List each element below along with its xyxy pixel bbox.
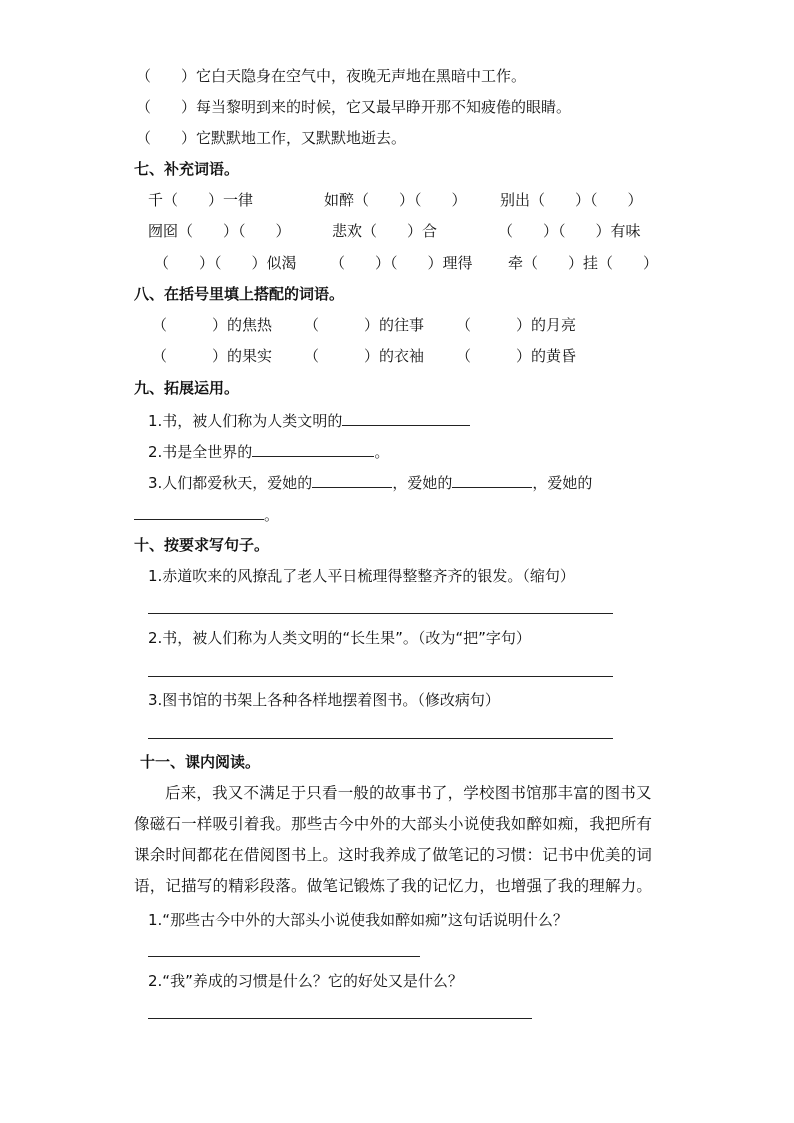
judge-item-1: （ ）它白天隐身在空气中，夜晚无声地在黑暗中工作。 bbox=[136, 67, 527, 85]
sec9-question-1 bbox=[148, 409, 470, 431]
answer-line[interactable] bbox=[148, 956, 420, 957]
sec8-item: （ ）的衣袖 bbox=[304, 347, 425, 365]
sec7-item: 千（ ）一律 bbox=[148, 191, 254, 209]
sec7-item: 牵（ ）挂（ ） bbox=[508, 254, 659, 272]
sec8-item: （ ）的黄昏 bbox=[456, 347, 577, 365]
sec7-item: （ ）（ ）有味 bbox=[498, 222, 641, 240]
sec9-question-2 bbox=[148, 440, 389, 462]
answer-blank[interactable] bbox=[342, 409, 470, 426]
answer-line[interactable] bbox=[148, 1018, 532, 1019]
sec9-question-2-text: 2.书是全世界的 bbox=[148, 443, 253, 461]
reading-passage: 后来，我又不满足于只看一般的故事书了，学校图书馆那丰富的图书又像磁石一样吸引着我。那些古今中外的大部头小说使我如醉如痴，我把所有课余时间都花在借阅图书上。这时我养成了做笔记的习惯：记书中优美的词语，记描写的精彩段落。做笔记锻炼了我的记忆力，也增强了我的理解力。 bbox=[134, 784, 653, 895]
sec9-question-3-end: 。 bbox=[264, 506, 280, 524]
answer-line[interactable] bbox=[148, 676, 613, 677]
sec8-item: （ ）的往事 bbox=[304, 316, 425, 334]
judge-item-3: （ ）它默默地工作，又默默地逝去。 bbox=[136, 129, 407, 147]
sec7-item: （ ）（ ）理得 bbox=[330, 254, 473, 272]
sec9-question-3-mid1: ，爱她的 bbox=[392, 474, 453, 492]
answer-line[interactable] bbox=[148, 613, 613, 614]
sec7-item: （ ）（ ）似渴 bbox=[154, 254, 297, 272]
section-11-title: 十一、课内阅读。 bbox=[140, 753, 261, 771]
sec10-question-3: 3.图书馆的书架上各种各样地摆着图书。（修改病句） bbox=[148, 691, 500, 709]
sec8-item: （ ）的月亮 bbox=[456, 316, 577, 334]
answer-blank[interactable] bbox=[134, 503, 264, 520]
sec8-item: （ ）的果实 bbox=[152, 347, 273, 365]
sec11-question-1: 1.“那些古今中外的大部头小说使我如醉如痴”这句话说明什么？ bbox=[148, 911, 568, 929]
section-7-title: 七、补充词语。 bbox=[134, 160, 240, 178]
sec9-question-2-end: 。 bbox=[374, 443, 390, 461]
sec11-question-2: 2.“我”养成的习惯是什么？它的好处又是什么？ bbox=[148, 972, 463, 990]
sec7-item: 如醉（ ）（ ） bbox=[324, 191, 467, 209]
sec7-item: 别出（ ）（ ） bbox=[500, 191, 643, 209]
answer-blank[interactable] bbox=[452, 471, 532, 488]
sec9-question-3 bbox=[148, 471, 592, 493]
sec9-question-1-text: 1.书，被人们称为人类文明的 bbox=[148, 412, 343, 430]
sec8-item: （ ）的焦热 bbox=[152, 316, 273, 334]
answer-line[interactable] bbox=[148, 738, 613, 739]
sec7-item: 囫囵（ ）（ ） bbox=[148, 222, 291, 240]
sec9-question-3-text: 3.人们都爱秋天，爱她的 bbox=[148, 474, 313, 492]
section-8-title: 八、在括号里填上搭配的词语。 bbox=[134, 285, 345, 303]
section-9-title: 九、拓展运用。 bbox=[134, 379, 240, 397]
sec9-question-3-mid2: ，爱她的 bbox=[532, 474, 593, 492]
section-10-title: 十、按要求写句子。 bbox=[134, 536, 270, 554]
sec10-question-2: 2.书，被人们称为人类文明的“长生果”。（改为“把”字句） bbox=[148, 629, 531, 647]
judge-item-2: （ ）每当黎明到来的时候，它又最早睁开那不知疲倦的眼睛。 bbox=[136, 98, 572, 116]
answer-blank[interactable] bbox=[252, 440, 374, 457]
sec9-question-3-cont bbox=[134, 503, 279, 525]
sec10-question-1: 1.赤道吹来的风撩乱了老人平日梳理得整整齐齐的银发。（缩句） bbox=[148, 567, 575, 585]
answer-blank[interactable] bbox=[312, 471, 392, 488]
sec7-item: 悲欢（ ）合 bbox=[332, 222, 438, 240]
